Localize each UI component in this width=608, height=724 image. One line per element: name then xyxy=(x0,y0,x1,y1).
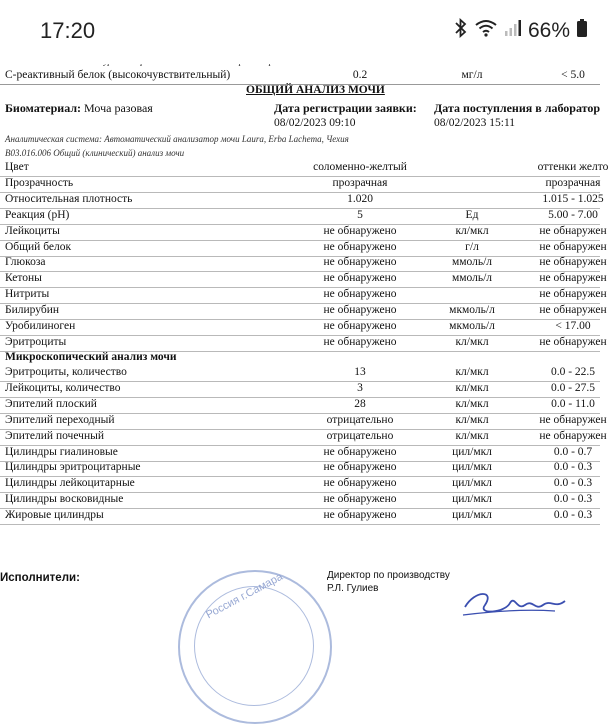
organization-stamp xyxy=(178,570,332,724)
test-unit: цил/мкл xyxy=(452,445,492,458)
test-unit: цил/мкл xyxy=(452,477,492,490)
test-unit: мкмоль/л xyxy=(449,320,495,332)
test-value: отрицательно xyxy=(326,413,394,426)
micro-result-row xyxy=(0,445,600,462)
registration-date: 08/02/2023 09:10 xyxy=(274,117,356,129)
test-name: Цвет xyxy=(5,161,29,173)
test-reference: 0.0 - 0.7 xyxy=(553,445,593,458)
test-unit: кл/мкл xyxy=(455,224,489,237)
test-value: 3 xyxy=(357,381,363,394)
micro-result-row xyxy=(0,429,607,446)
test-reference: 0.0 - 27.5 xyxy=(550,381,596,394)
received-date: 08/02/2023 15:11 xyxy=(434,117,516,129)
test-value: не обнаружено xyxy=(323,304,397,317)
biomaterial-label: Биоматериал: xyxy=(5,101,82,115)
test-name: Эпителий переходный xyxy=(5,413,115,426)
test-reference: не обнаружен xyxy=(539,429,607,442)
test-reference: оттенки желто xyxy=(537,161,608,173)
test-unit: кл/мкл xyxy=(455,381,489,394)
result-row xyxy=(0,271,607,288)
test-value: 5 xyxy=(357,208,363,221)
test-name: Нитриты xyxy=(5,288,50,301)
test-reference: 0.0 - 0.3 xyxy=(553,477,593,490)
test-reference: не обнаружен xyxy=(539,272,607,285)
test-reference: не обнаружен xyxy=(539,288,607,301)
signal-icon xyxy=(504,19,522,43)
result-row xyxy=(0,208,600,225)
test-reference: 1.015 - 1.025 xyxy=(542,192,604,205)
test-unit: кл/мкл xyxy=(455,366,489,378)
micro-result-row xyxy=(0,508,600,525)
test-unit: цил/мкл xyxy=(452,461,492,474)
result-row xyxy=(0,255,607,272)
test-name: Билирубин xyxy=(5,304,60,317)
test-name: Цилиндры лейкоцитарные xyxy=(5,477,135,490)
performers-label: Исполнители: xyxy=(0,572,80,584)
test-name: Общий белок xyxy=(5,240,72,253)
test-reference: не обнаружен xyxy=(539,240,607,253)
micro-result-row xyxy=(0,381,600,398)
test-reference: не обнаружен xyxy=(539,413,607,426)
result-row xyxy=(0,192,604,209)
test-value: не обнаружено xyxy=(323,509,397,522)
test-reference: < 17.00 xyxy=(555,320,591,332)
test-value: 1.020 xyxy=(347,192,373,205)
test-value: не обнаружено xyxy=(323,335,397,348)
micro-result-row xyxy=(0,492,600,509)
biomaterial-value: Моча разовая xyxy=(84,101,153,115)
test-unit: Ед xyxy=(465,208,479,221)
test-reference: 0.0 - 0.3 xyxy=(553,461,593,474)
test-name: Лейкоциты xyxy=(5,224,60,237)
test-value: не обнаружено xyxy=(323,256,397,269)
crp-unit: мг/л xyxy=(461,69,483,81)
test-name: Кетоны xyxy=(5,272,42,285)
test-reference: не обнаружен xyxy=(539,256,607,269)
test-value: не обнаружено xyxy=(323,477,397,490)
test-unit: кл/мкл xyxy=(455,335,489,348)
test-reference: 0.0 - 0.3 xyxy=(553,493,593,506)
director-name: Р.Л. Гулиев xyxy=(327,583,379,594)
bluetooth-icon xyxy=(454,18,468,44)
test-name: Цилиндры восковидные xyxy=(5,493,124,506)
test-value: не обнаружено xyxy=(323,272,397,285)
test-name: Глюкоза xyxy=(5,256,46,269)
test-name: Жировые цилиндры xyxy=(5,509,104,522)
test-unit: ммоль/л xyxy=(451,272,493,285)
test-value: прозрачная xyxy=(332,176,388,189)
stamp-text: Россия г.Самара xyxy=(204,570,285,622)
registration-label: Дата регистрации заявки: xyxy=(274,101,417,115)
status-bar xyxy=(0,0,600,64)
crp-row xyxy=(0,68,600,85)
test-name: Эритроциты xyxy=(5,335,67,348)
analytic-system: Аналитическая система: Автоматический анализатор мочи Laura, Erba Lachema, Чехия xyxy=(5,134,349,144)
test-name: Прозрачность xyxy=(5,176,74,189)
test-name: Относительная плотность xyxy=(5,192,133,205)
test-name: Лейкоциты, количество xyxy=(5,381,121,394)
test-value: не обнаружено xyxy=(323,288,397,301)
test-unit: цил/мкл xyxy=(452,493,492,506)
battery-icon xyxy=(576,18,588,44)
test-name: Эритроциты, количество xyxy=(5,366,127,378)
status-time: 17:20 xyxy=(40,18,96,43)
micro-result-row xyxy=(0,476,600,493)
test-value: не обнаружено xyxy=(323,224,397,237)
test-value: соломенно-желтый xyxy=(313,161,407,173)
result-row xyxy=(0,176,600,193)
test-reference: не обнаружен xyxy=(539,224,607,237)
crp-name: C-реактивный белок (высокочувствительный) xyxy=(5,69,231,81)
service-code: B03.016.006 Общий (клинический) анализ мочи xyxy=(5,148,185,158)
test-name: Цилиндры эритроцитарные xyxy=(5,461,141,474)
status-icons xyxy=(454,18,588,44)
result-row xyxy=(0,335,607,352)
test-reference: 5.00 - 7.00 xyxy=(548,208,598,221)
test-reference: не обнаружен xyxy=(539,335,607,348)
micro-result-row xyxy=(0,397,600,414)
micro-result-row xyxy=(0,460,600,477)
result-row xyxy=(0,160,608,177)
test-name: Уробилиноген xyxy=(5,320,76,332)
test-value: не обнаружено xyxy=(323,240,397,253)
micro-result-row xyxy=(0,365,600,382)
result-row xyxy=(0,240,607,257)
test-unit: кл/мкл xyxy=(455,397,489,410)
test-value: не обнаружено xyxy=(323,445,397,458)
crp-value: 0.2 xyxy=(352,69,368,81)
test-reference: не обнаружен xyxy=(539,304,607,317)
test-name: Эпителий почечный xyxy=(5,429,104,442)
micro-result-row xyxy=(0,413,607,430)
test-value: отрицательно xyxy=(326,429,394,442)
test-value: не обнаружено xyxy=(323,493,397,506)
test-unit: цил/мкл xyxy=(452,509,492,522)
signature xyxy=(455,585,575,621)
test-reference: 0.0 - 11.0 xyxy=(551,397,595,410)
test-unit: ммоль/л xyxy=(451,256,493,269)
test-unit: кл/мкл xyxy=(455,429,489,442)
test-value: не обнаружено xyxy=(323,461,397,474)
received-label: Дата поступления в лаборатор xyxy=(434,101,601,115)
test-name: Реакция (pH) xyxy=(5,208,70,221)
battery-percent: 66% xyxy=(527,19,570,42)
test-unit: кл/мкл xyxy=(455,413,489,426)
micro-section-title: Микроскопический анализ мочи xyxy=(5,351,177,363)
result-row xyxy=(0,287,607,304)
test-unit: г/л xyxy=(465,240,479,253)
stamp-inner-ring xyxy=(194,586,314,706)
crp-ref: < 5.0 xyxy=(561,69,585,81)
result-row xyxy=(0,303,607,320)
result-row xyxy=(0,319,600,336)
director-title: Директор по производству xyxy=(327,570,450,581)
test-name: Эпителий плоский xyxy=(5,397,97,410)
result-row xyxy=(0,224,607,241)
test-reference: прозрачная xyxy=(545,176,601,189)
report-title: ОБЩИЙ АНАЛИЗ МОЧИ xyxy=(246,84,385,96)
biomaterial xyxy=(5,101,153,116)
test-unit: мкмоль/л xyxy=(449,304,495,317)
wifi-icon xyxy=(474,18,498,44)
test-reference: 0.0 - 0.3 xyxy=(553,509,593,522)
test-reference: 0.0 - 22.5 xyxy=(550,366,596,378)
test-value: 28 xyxy=(354,397,366,410)
test-name: Цилиндры гиалиновые xyxy=(5,445,118,458)
test-value: 13 xyxy=(354,366,366,378)
test-value: не обнаружено xyxy=(323,320,397,332)
